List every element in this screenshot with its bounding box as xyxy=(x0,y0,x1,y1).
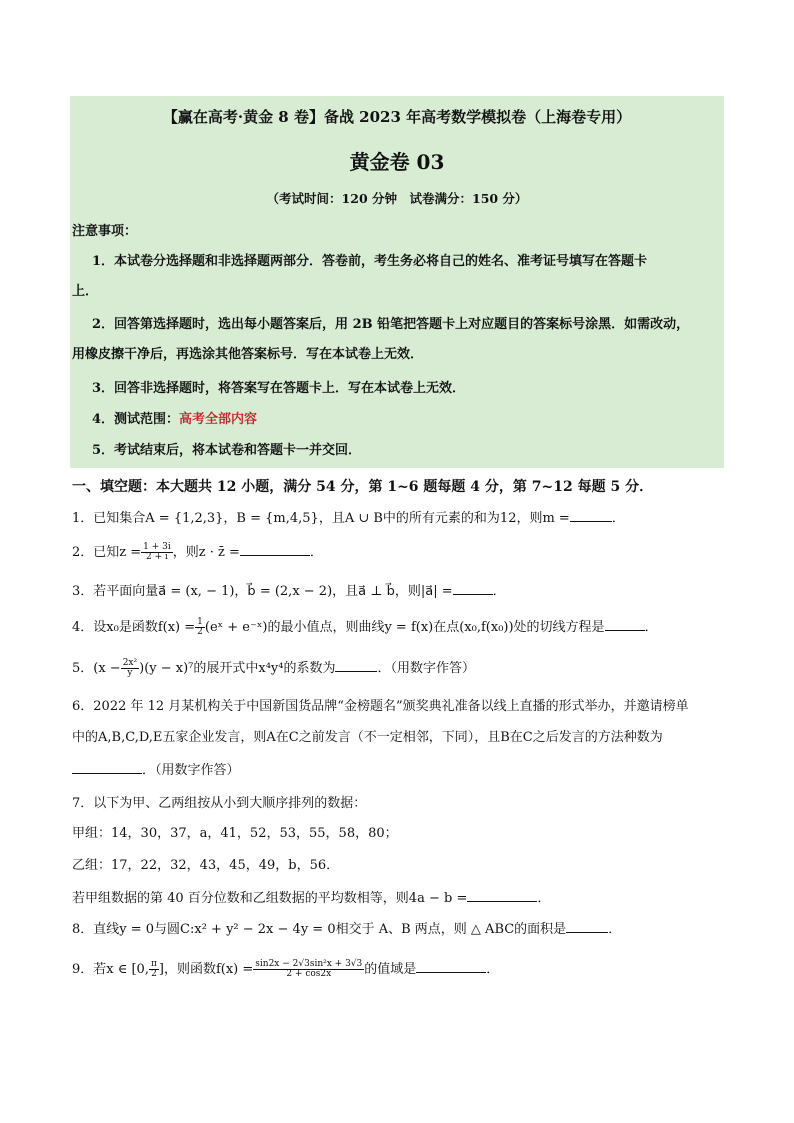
period: ． xyxy=(492,584,506,599)
denominator: 2 + i xyxy=(146,552,168,562)
fraction xyxy=(141,543,173,562)
note-3: 3．回答非选择题时，将答案写在答题卡上．写在本试卷上无效． xyxy=(92,381,466,396)
question-7-condition xyxy=(72,889,550,908)
question-7-group-a: 甲组：14，30，37，a，41，52，53，55，58，80； xyxy=(72,826,398,841)
numerator: 2x² xyxy=(122,658,138,668)
q8-text: 8．直线y = 0与圆C:x² + y² − 2x − 4y = 0相交于 A、B 两点，则 △ ABC的面积是 xyxy=(72,922,567,937)
question-5 xyxy=(72,659,475,678)
note-1: 1．本试卷分选择题和非选择题两部分．答卷前，考生务必将自己的姓名、准考证号填写在答题卡 xyxy=(92,254,648,269)
exam-timing: （考试时间：120 分钟 试卷满分：150 分） xyxy=(266,191,528,206)
q1-text: 1．已知集合A = {1,2,3}，B = {m,4,5}，且A ∪ B中的所有元素的和为12，则m = xyxy=(72,511,570,526)
notes-heading: 注意事项： xyxy=(72,224,138,239)
q9-text-2: ]，则函数f(x) = xyxy=(158,962,254,977)
answer-blank xyxy=(453,582,493,595)
q3-text: 3．若平面向量a⃗ = (x, − 1)，b⃗ = (2,x − 2)，且a⃗ ⊥ b⃗，则|a⃗| = xyxy=(72,584,453,599)
question-8 xyxy=(72,920,621,939)
q5-text: 5．(x − xyxy=(72,661,121,676)
q9-text-3: 的值域是 xyxy=(364,962,417,977)
denominator: 2 + cos2x xyxy=(286,969,332,979)
answer-blank xyxy=(240,543,310,556)
question-6-line-3 xyxy=(72,761,240,780)
answer-blank xyxy=(605,618,645,631)
answer-blank xyxy=(467,889,537,902)
series-title: 【赢在高考·黄金 8 卷】备战 2023 年高考数学模拟卷（上海卷专用） xyxy=(162,108,632,126)
numerator: sin2x − 2√3sin²x + 3√3 xyxy=(255,959,363,969)
answer-blank xyxy=(570,509,612,522)
period: ． xyxy=(608,922,622,937)
question-6-line-1: 6．2022 年 12 月某机构关于中国新国货品牌“金榜题名”颁奖典礼准备以线上直播的形式举办，并邀请榜单 xyxy=(72,699,689,714)
q2-text-2: ，则z · z̄ = xyxy=(172,545,240,560)
answer-blank xyxy=(416,960,486,973)
fraction xyxy=(253,960,364,979)
period: ． xyxy=(486,962,500,977)
denominator: 2 xyxy=(197,627,203,637)
period: ． xyxy=(644,620,658,635)
denominator: 2 xyxy=(151,969,157,979)
period: ． xyxy=(611,511,625,526)
question-4 xyxy=(72,618,658,637)
q5-text-2: )(y − x)⁷的展开式中x⁴y⁴的系数为 xyxy=(139,661,336,676)
numerator: 1 + 3i xyxy=(143,542,171,552)
q9-text: 9．若x ∈ [0, xyxy=(72,962,149,977)
q7-text: 若甲组数据的第 40 百分位数和乙组数据的平均数相等，则4a − b = xyxy=(72,891,468,906)
question-1 xyxy=(72,509,625,528)
test-scope: 高考全部内容 xyxy=(179,412,258,427)
numerator: π xyxy=(150,959,157,969)
section-heading: 一、填空题：本大题共 12 小题，满分 54 分，第 1~6 题每题 4 分，第 7~12 每题 5 分． xyxy=(72,479,654,495)
fraction xyxy=(121,659,139,678)
q2-text: 2．已知z = xyxy=(72,545,142,560)
fraction xyxy=(195,618,205,637)
answer-blank xyxy=(566,920,608,933)
note-4-label: 4．测试范围： xyxy=(92,412,180,427)
answer-blank xyxy=(335,659,377,672)
note-5: 5．考试结束后，将本试卷和答题卡一并交回． xyxy=(92,443,362,458)
note-2-cont: 用橡皮擦干净后，再选涂其他答案标号．写在本试卷上无效． xyxy=(72,347,424,362)
q4-text: 4．设x₀是函数f(x) = xyxy=(72,620,196,635)
period: ． xyxy=(309,545,323,560)
answer-blank xyxy=(72,761,142,774)
question-7: 7．以下为甲、乙两组按从小到大顺序排列的数据： xyxy=(72,796,367,811)
q5-tail: ．（用数字作答） xyxy=(377,661,475,676)
period: ． xyxy=(537,891,551,906)
q4-text-2: (eˣ + e⁻ˣ)的最小值点，则曲线y = f(x)在点(x₀,f(x₀))处的切线方程是 xyxy=(204,620,605,635)
question-6-line-2: 中的A,B,C,D,E五家企业发言，则A在C之前发言（不一定相邻，下同），且B在C之后发言的方法种数为 xyxy=(72,730,663,745)
exam-header-box xyxy=(70,96,724,468)
denominator: y xyxy=(127,668,133,678)
numerator: 1 xyxy=(197,617,203,627)
note-1-cont: 上． xyxy=(72,284,99,299)
note-2: 2．回答第选择题时，选出每小题答案后，用 2B 铅笔把答题卡上对应题目的答案标号涂黑．如需改动， xyxy=(92,317,690,332)
question-3 xyxy=(72,582,506,601)
fraction xyxy=(149,960,159,979)
page-title: 黄金卷 03 xyxy=(349,150,445,174)
question-2 xyxy=(72,543,323,562)
question-7-group-b: 乙组：17，22，32，43，45，49，b，56． xyxy=(72,858,340,873)
q6-tail: ．（用数字作答） xyxy=(142,763,240,778)
question-9 xyxy=(72,960,499,979)
note-4 xyxy=(70,405,724,435)
